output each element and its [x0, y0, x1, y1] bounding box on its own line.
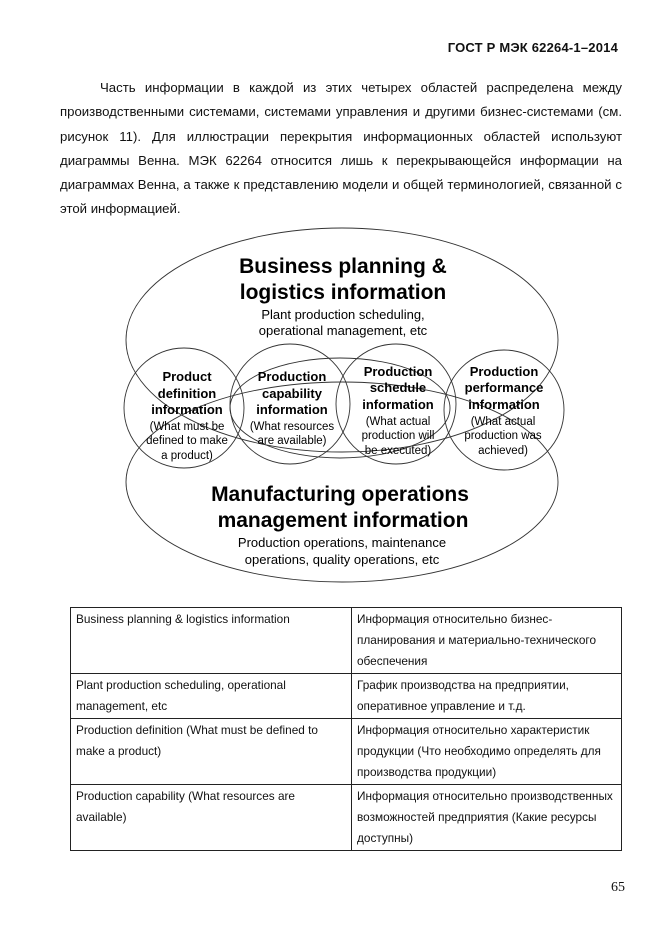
page-number: 65	[611, 880, 625, 895]
table-cell-ru: Информация относительно производственных возможностей предприятия (Какие ресурсы доступны)	[352, 785, 622, 851]
bottom-title-line2: management information	[217, 509, 469, 532]
c3-line3: information	[362, 397, 434, 412]
c2-line4: (What resources	[249, 421, 335, 433]
c3-line6: be executed)	[364, 445, 432, 457]
top-title-line2: logistics information	[239, 281, 447, 304]
c1-line5: defined to make	[146, 435, 228, 447]
table-cell-en: Plant production scheduling, operational management, etc	[71, 674, 352, 719]
c2-line1: Production	[257, 369, 327, 384]
table-row	[71, 719, 622, 785]
c1-line4: (What must be	[149, 421, 225, 433]
c3-line2: schedule	[369, 380, 427, 395]
c1-line3: information	[151, 402, 223, 417]
table-row	[71, 608, 622, 674]
c4-line1: Production	[469, 364, 539, 379]
bottom-subtitle-line2: operations, quality operations, etc	[244, 552, 440, 567]
c1-line2: definition	[157, 386, 217, 401]
c2-line2: capability	[262, 386, 322, 401]
top-subtitle-line1: Plant production scheduling,	[261, 307, 425, 322]
c4-line6: achieved)	[478, 445, 528, 457]
c4-line3: information	[468, 397, 540, 412]
top-subtitle-line2: operational management, etc	[258, 323, 428, 338]
c4-line5: production was	[464, 430, 542, 442]
table-row	[71, 674, 622, 719]
c3-line1: Production	[363, 364, 433, 379]
c1-line1: Product	[162, 369, 212, 384]
c4-line2: performance	[464, 380, 544, 395]
top-title-line1: Business planning &	[239, 255, 447, 278]
table-cell-en: Production definition (What must be defined to make a product)	[71, 719, 352, 785]
c1-line6: a product)	[161, 450, 213, 462]
table-cell-en: Business planning & logistics information	[71, 608, 352, 674]
document-header: ГОСТ Р МЭК 62264-1–2014	[447, 40, 618, 55]
c4-line4: (What actual	[470, 416, 536, 428]
table-cell-en: Production capability (What resources are available)	[71, 785, 352, 851]
table-row	[71, 785, 622, 851]
table-cell-ru: Информация относительно бизнес-планирования и материально-технического обеспечения	[352, 608, 622, 674]
table-cell-ru: График производства на предприятии, оперативное управление и т.д.	[352, 674, 622, 719]
terms-table	[70, 607, 622, 851]
c2-line5: are available)	[257, 435, 327, 447]
c2-line3: information	[256, 402, 328, 417]
body-paragraph-text: Часть информации в каждой из этих четырех областей распределена между производственными системами, системами управления и другими бизнес-системами (см. рисунок 11). Для иллюстрации перекрытия информационных областей используют диаграммы Венна. МЭК 62264 относится лишь к перекрывающейся информации на диаграммах Венна, а также к представлению модели и общей терминологией, связанной с этой информацией.	[60, 80, 622, 217]
table-cell-ru: Информация относительно характеристик продукции (Что необходимо определять для производства продукции)	[352, 719, 622, 785]
c3-line5: production will	[361, 430, 435, 442]
bottom-title-line1: Manufacturing operations	[211, 483, 469, 506]
bottom-subtitle-line1: Production operations, maintenance	[237, 535, 447, 550]
c3-line4: (What actual	[365, 416, 431, 428]
